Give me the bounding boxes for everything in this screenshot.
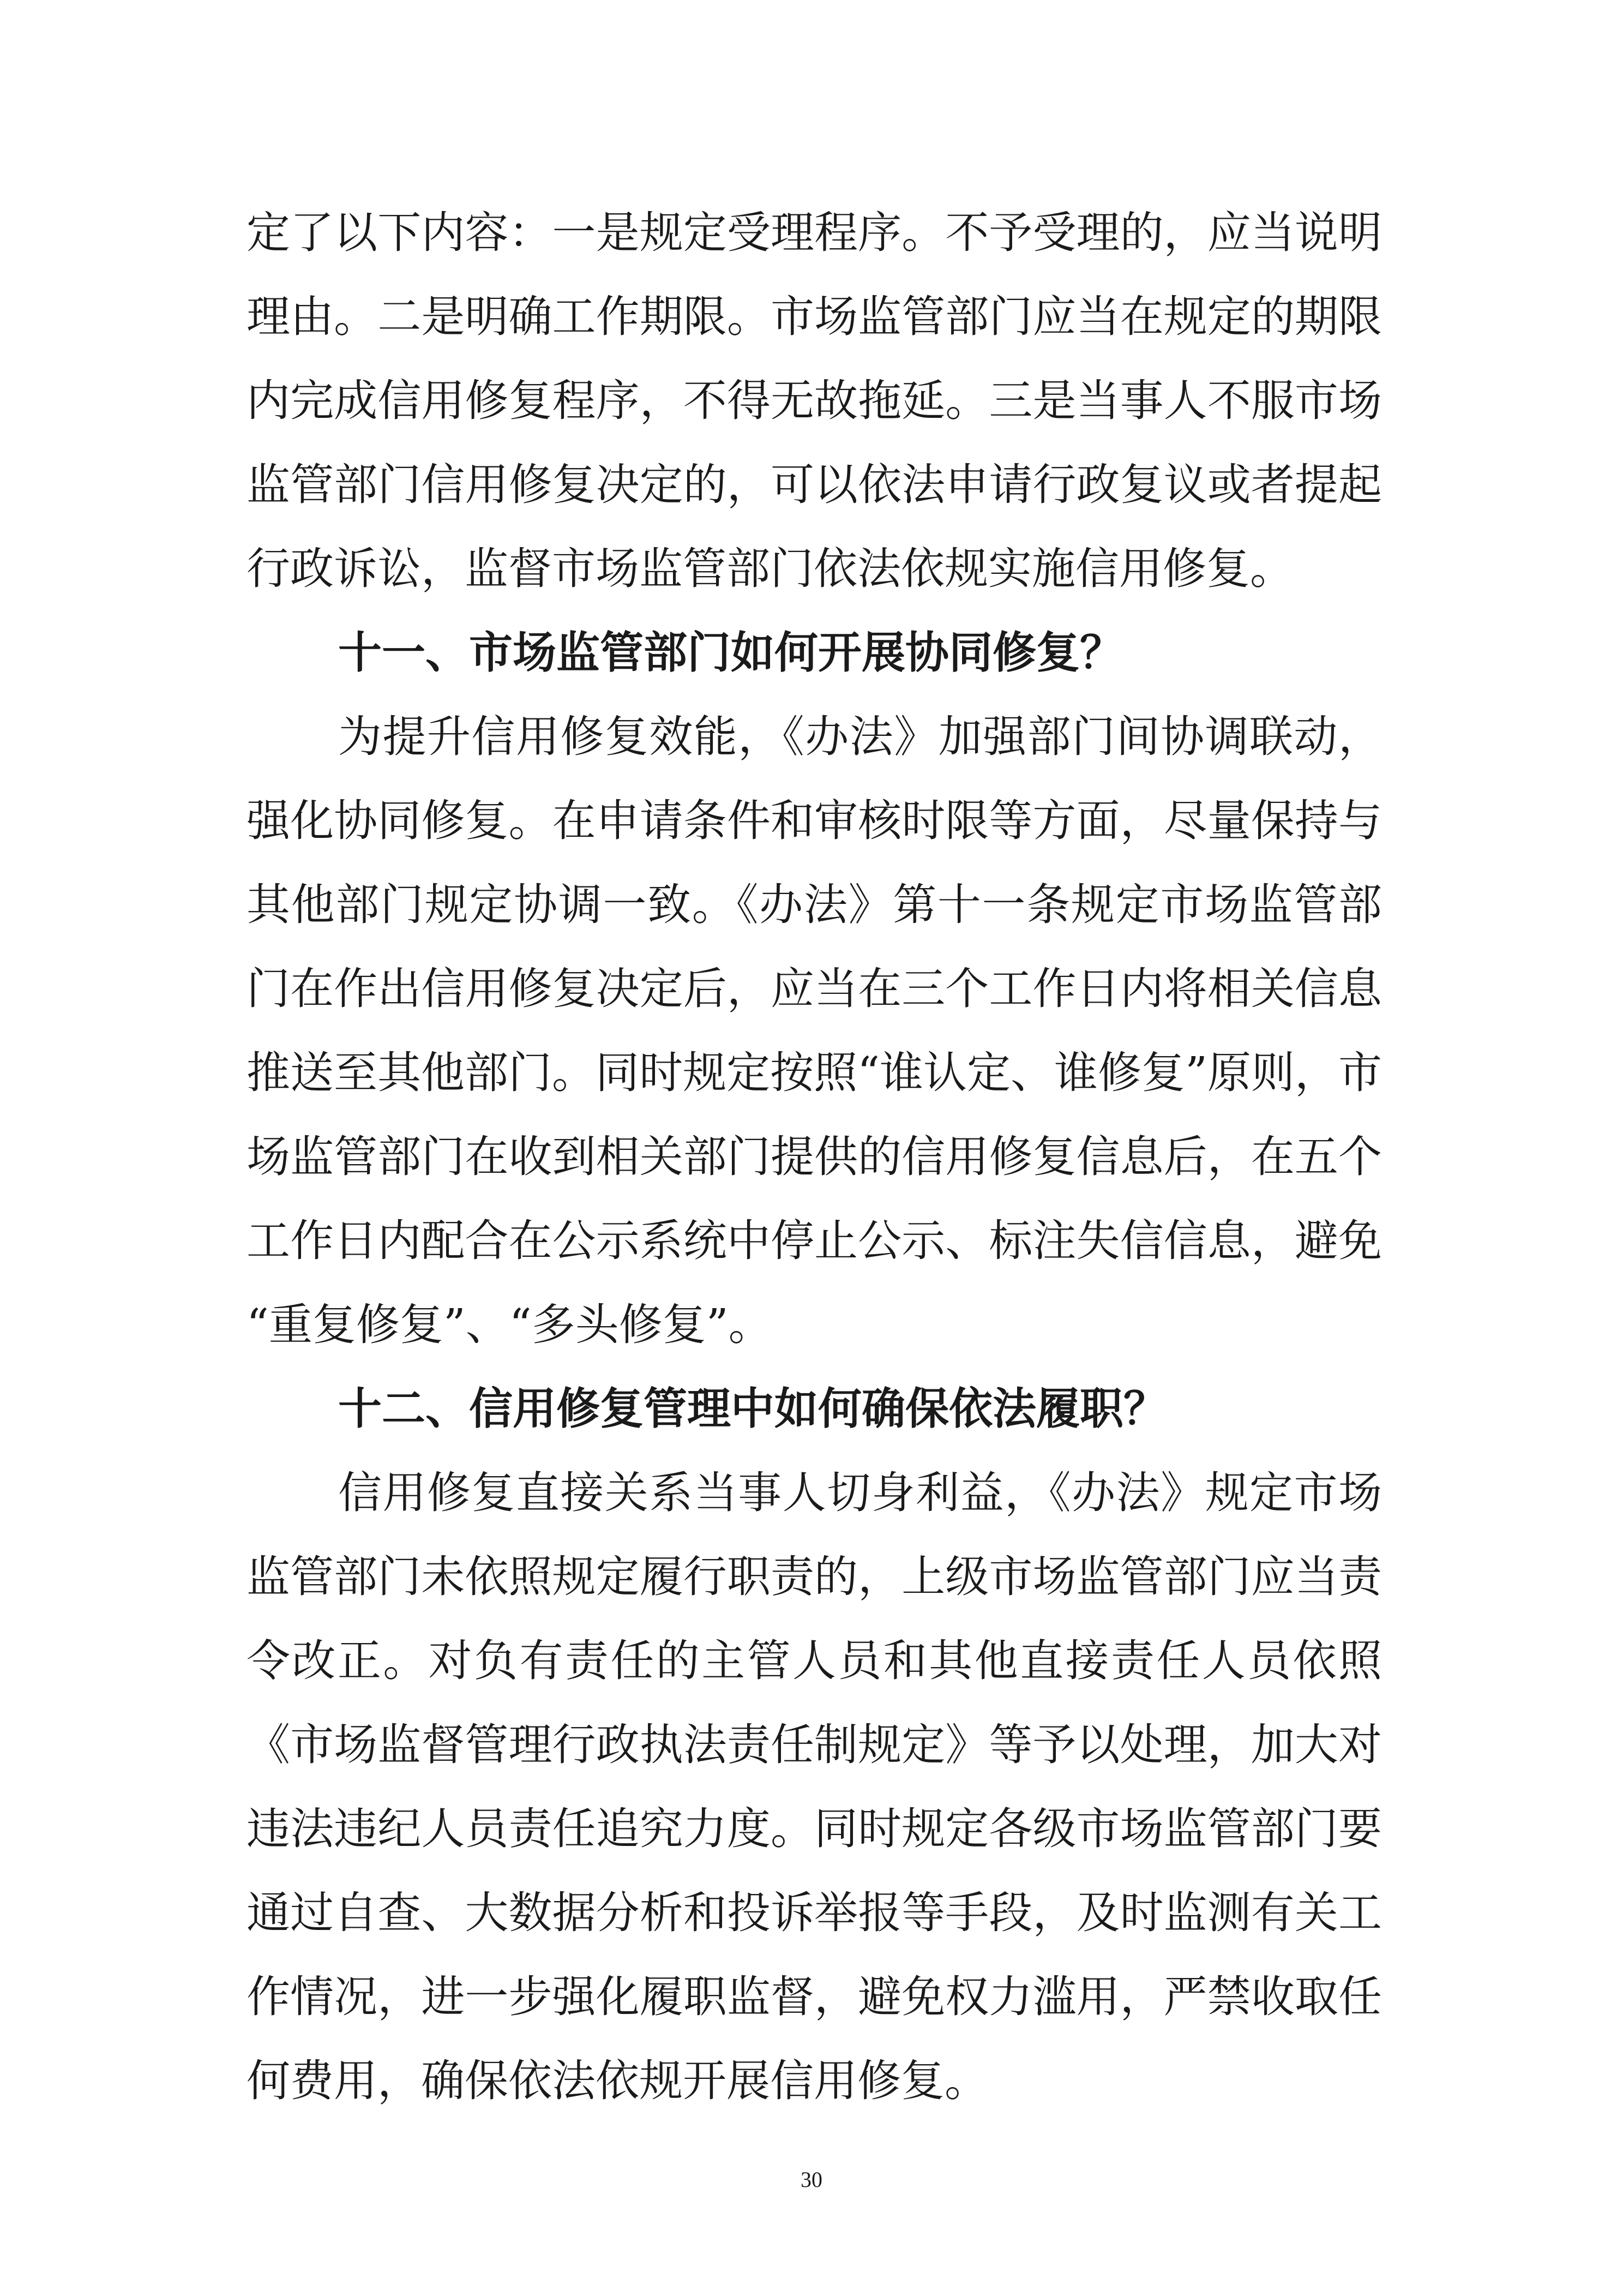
- text-line: 何费用，确保依法依规开展信用修复。: [247, 2055, 988, 2106]
- page-number: 30: [801, 2167, 822, 2192]
- text-line: 场监管部门在收到相关部门提供的信用修复信息后，在五个: [247, 1131, 1382, 1182]
- text-line: 其他部门规定协调一致。《办法》第十一条规定市场监管部: [247, 879, 1382, 930]
- text-line: 监管部门未依照规定履行职责的，上级市场监管部门应当责: [247, 1551, 1382, 1602]
- text-line: 行政诉讼，监督市场监管部门依法依规实施信用修复。: [247, 543, 1294, 594]
- text-line: 为提升信用修复效能，《办法》加强部门间协调联动，: [338, 711, 1382, 762]
- section-heading: 十一、市场监管部门如何开展协同修复？: [338, 627, 1123, 678]
- text-line: 信用修复直接关系当事人切身利益，《办法》规定市场: [338, 1467, 1382, 1518]
- text-line: 定了以下内容：一是规定受理程序。不予受理的，应当说明: [247, 207, 1382, 258]
- section-heading: 十二、信用修复管理中如何确保依法履职？: [338, 1383, 1167, 1434]
- text-line: 监管部门信用修复决定的，可以依法申请行政复议或者提起: [247, 459, 1382, 510]
- text-line: 工作日内配合在公示系统中停止公示、标注失信信息，避免: [247, 1215, 1382, 1266]
- paragraph-section-12: [247, 1451, 1382, 2123]
- text-line: 推送至其他部门。同时规定按照“谁认定、谁修复”原则，市: [247, 1047, 1382, 1098]
- text-line: 通过自查、大数据分析和投诉举报等手段，及时监测有关工: [247, 1887, 1382, 1938]
- paragraph-intro: [247, 191, 1382, 611]
- body-text: [247, 191, 1382, 2123]
- text-line: 门在作出信用修复决定后，应当在三个工作日内将相关信息: [247, 963, 1382, 1014]
- text-line: 内完成信用修复程序，不得无故拖延。三是当事人不服市场: [247, 375, 1382, 426]
- text-line: 作情况，进一步强化履职监督，避免权力滥用，严禁收取任: [247, 1971, 1382, 2022]
- text-line: 强化协同修复。在申请条件和审核时限等方面，尽量保持与: [247, 795, 1382, 846]
- paragraph-section-11: [247, 695, 1382, 1367]
- text-line: “重复修复”、“多头修复”。: [247, 1299, 772, 1350]
- text-line: 令改正。对负有责任的主管人员和其他直接责任人员依照: [247, 1635, 1382, 1686]
- text-line: 《市场监督管理行政执法责任制规定》等予以处理，加大对: [247, 1719, 1382, 1770]
- text-line: 违法违纪人员责任追究力度。同时规定各级市场监管部门要: [247, 1803, 1382, 1854]
- text-line: 理由。二是明确工作期限。市场监管部门应当在规定的期限: [247, 291, 1382, 342]
